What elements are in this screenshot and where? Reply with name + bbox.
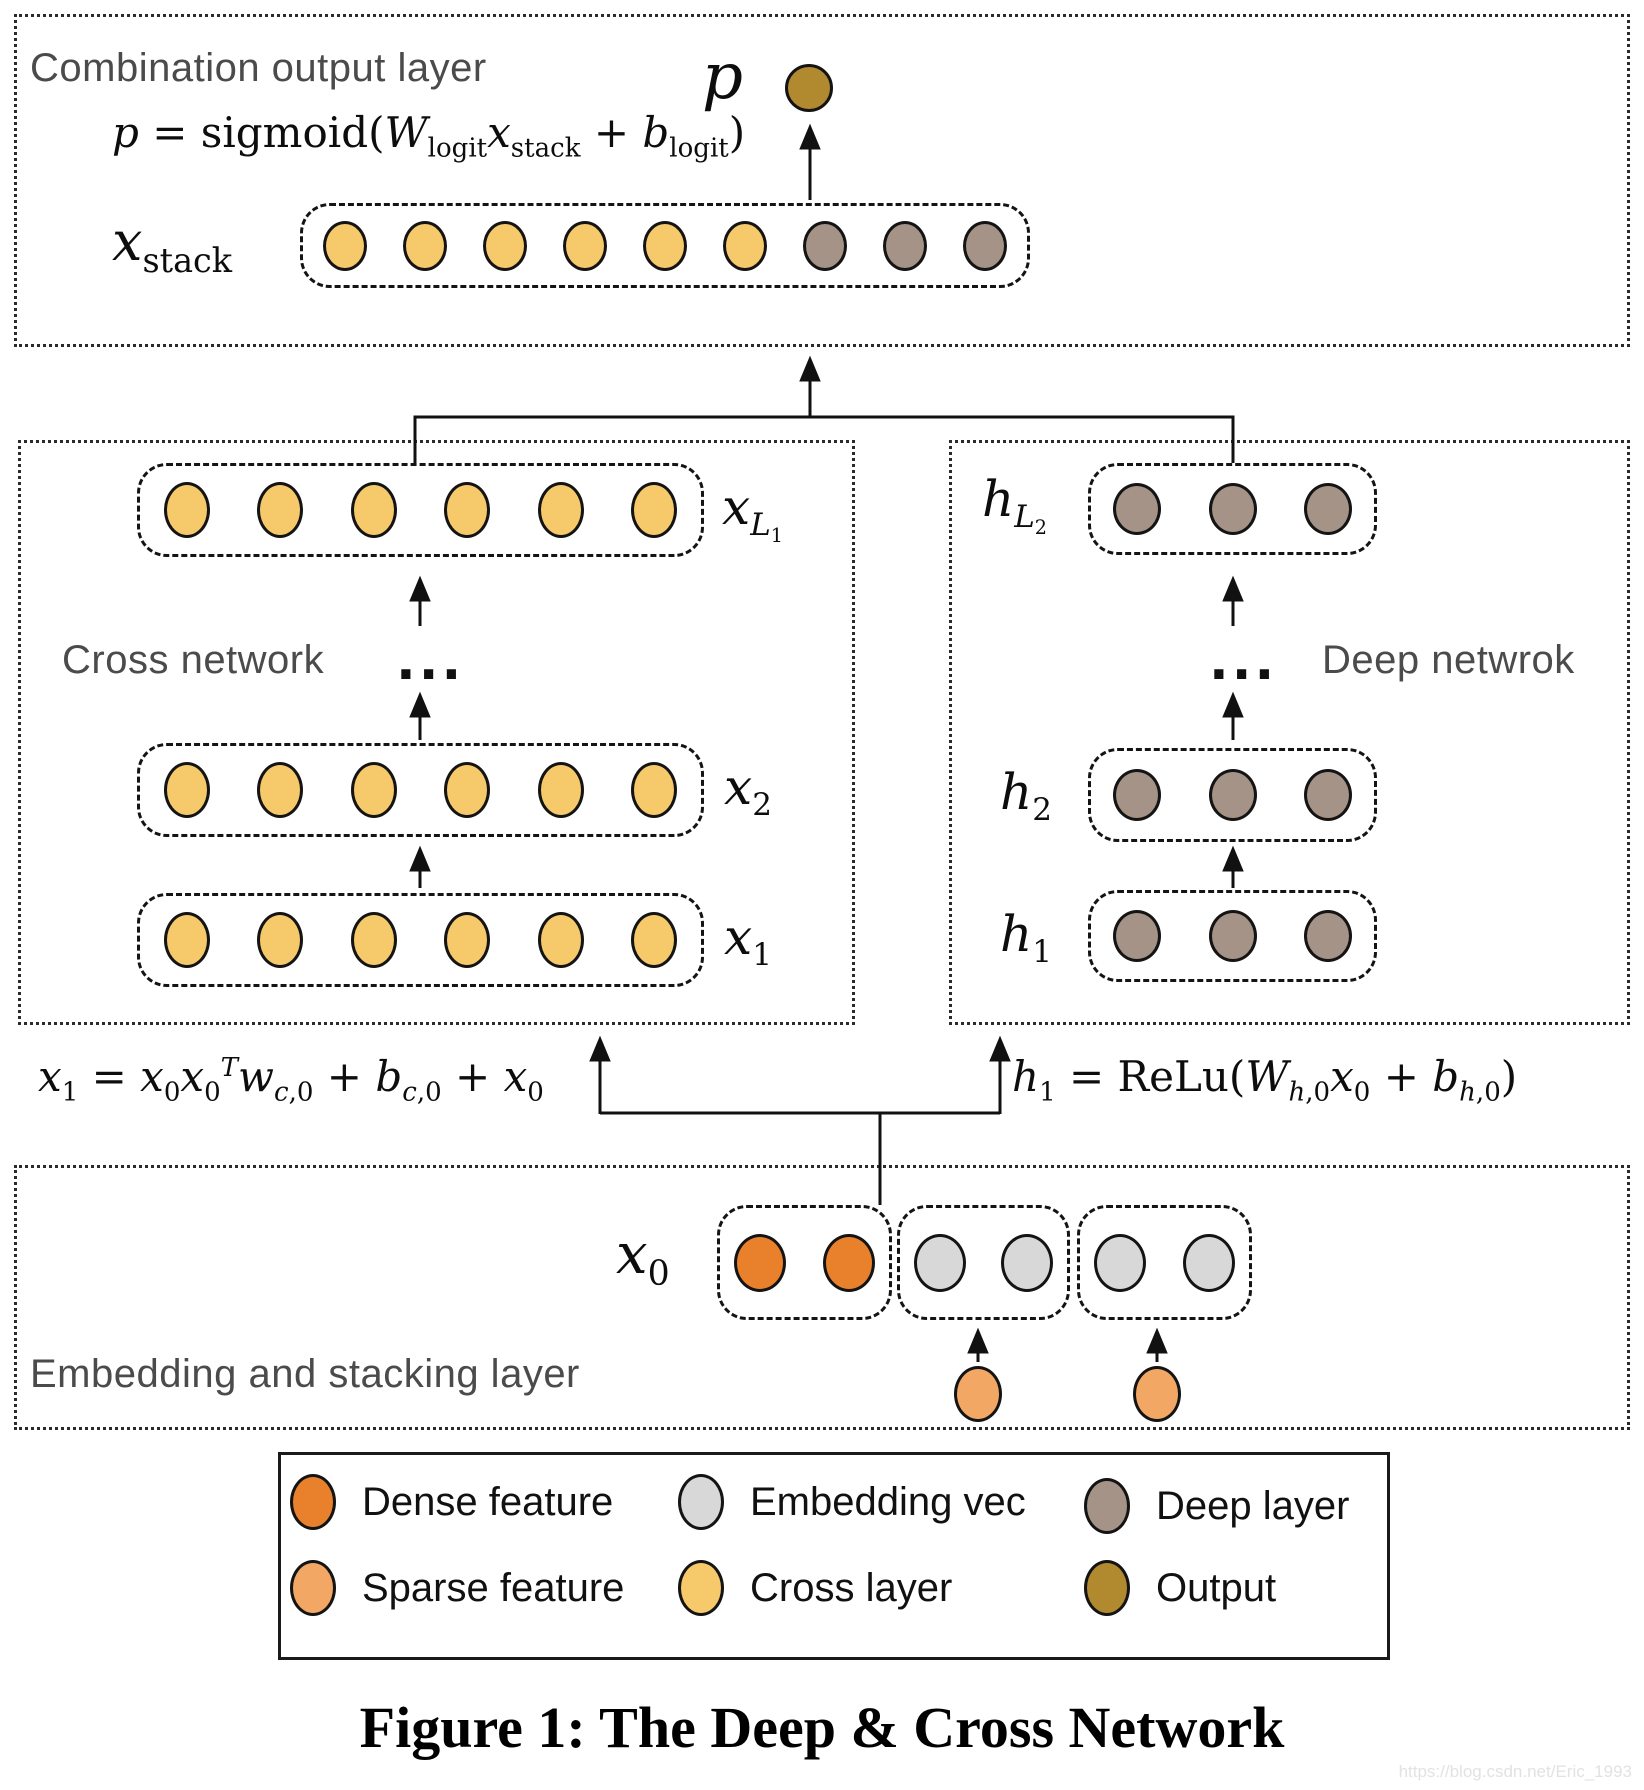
deep-node [1209,769,1257,821]
cross-node [631,482,677,538]
deep-node [1113,769,1161,821]
embedding-node [1001,1234,1053,1292]
deep-node [1209,483,1257,535]
deep-node [1113,483,1161,535]
combination-layer-title: Combination output layer [30,46,487,90]
cross-node [444,912,490,968]
cross-node [323,221,367,271]
embedding-layer-title: Embedding and stacking layer [30,1352,580,1396]
sparse-feature-node [954,1366,1002,1422]
cross-node [351,912,397,968]
hL2-label: $h_{L_2}$ [982,470,1048,540]
x0-dense-group [717,1205,892,1320]
cross-node [563,221,607,271]
x1-label: $x_1$ [724,908,772,973]
xL1-label: $x_{L_1}$ [722,478,784,548]
deep-node [1304,483,1352,535]
legend-label: Cross layer [750,1565,953,1610]
cross-node [403,221,447,271]
cross-node [538,482,584,538]
deep-node [883,221,927,271]
legend-label: Deep layer [1156,1483,1350,1528]
deep-layer-swatch-icon [1084,1478,1130,1534]
cross-node [483,221,527,271]
legend-label: Dense feature [362,1479,614,1524]
deep-ellipsis: ... [1209,632,1278,692]
figure-caption: Figure 1: The Deep & Cross Network [359,1695,1285,1760]
dense-node [734,1234,786,1292]
deep-node [1304,910,1352,962]
cross-layer-xL1-vector [137,463,704,557]
cross-node [257,912,303,968]
x0-embedding-group-2 [1077,1205,1252,1320]
cross-layer-x2-vector [137,743,704,837]
deep-layer-h1-vector [1088,890,1377,982]
xstack-label: $x_{stack}$ [112,210,233,280]
deep-node [1113,910,1161,962]
cross-node [444,482,490,538]
deep-layer-hL2-vector [1088,463,1377,555]
cross-node [351,762,397,818]
legend-item-deep-layer [1084,1478,1349,1534]
cross-node [444,762,490,818]
cross-layer-x1-vector [137,893,704,987]
cross-node [351,482,397,538]
cross-node [164,912,210,968]
cross-ellipsis: ... [396,632,465,692]
cross-node [538,912,584,968]
cross-layer-formula: $x_1 = x_0x_0^Tw_{c,0} + b_{c,0} + x_0$ [38,1052,544,1108]
cross-node [164,482,210,538]
h1-label: $h_1$ [1000,905,1052,970]
embedding-node [1183,1234,1235,1292]
deep-node [1209,910,1257,962]
sparse-feature-node [1133,1366,1181,1422]
legend-item-cross-layer [678,1560,952,1616]
cross-node [257,482,303,538]
cross-node [631,912,677,968]
deep-layer-formula: $h_1$ = $ReLu(W_{h,0}x_0 + b_{h,0})$ [1012,1052,1518,1108]
deep-layer-h2-vector [1088,748,1377,842]
embedding-vec-swatch-icon [678,1474,724,1530]
legend-label: Output [1156,1565,1277,1610]
deep-network-title: Deep netwrok [1322,638,1575,682]
x2-label: $x_2$ [724,758,772,823]
legend-item-sparse-feature [290,1560,624,1616]
dense-node [823,1234,875,1292]
xstack-vector [300,203,1030,288]
sparse-feature-swatch-icon [290,1560,336,1616]
cross-node [723,221,767,271]
legend-label: Embedding vec [750,1479,1026,1524]
cross-node [164,762,210,818]
watermark: https://blog.csdn.net/Eric_1993 [1398,1762,1632,1781]
legend-label: Sparse feature [362,1565,625,1610]
cross-node [257,762,303,818]
embedding-node [1094,1234,1146,1292]
x0-embedding-group-1 [897,1205,1070,1320]
cross-node [538,762,584,818]
cross-node [631,762,677,818]
x0-label: $x_0$ [616,1222,670,1295]
embedding-node [914,1234,966,1292]
p-label: p [702,40,743,114]
cross-node [643,221,687,271]
cross-network-title: Cross network [62,638,325,682]
deep-node [963,221,1007,271]
output-node [785,64,833,112]
deep-node [803,221,847,271]
legend-item-dense-feature [290,1474,613,1530]
h2-label: $h_2$ [1000,763,1052,828]
sigmoid-formula: $p = sigmoid(W_{logit}x_{stack} + b_{logit})$ [112,108,746,164]
output-swatch-icon [1084,1560,1130,1616]
legend-item-embedding-vec [678,1474,1026,1530]
legend-item-output [1084,1560,1276,1616]
dense-feature-swatch-icon [290,1474,336,1530]
deep-node [1304,769,1352,821]
cross-layer-swatch-icon [678,1560,724,1616]
